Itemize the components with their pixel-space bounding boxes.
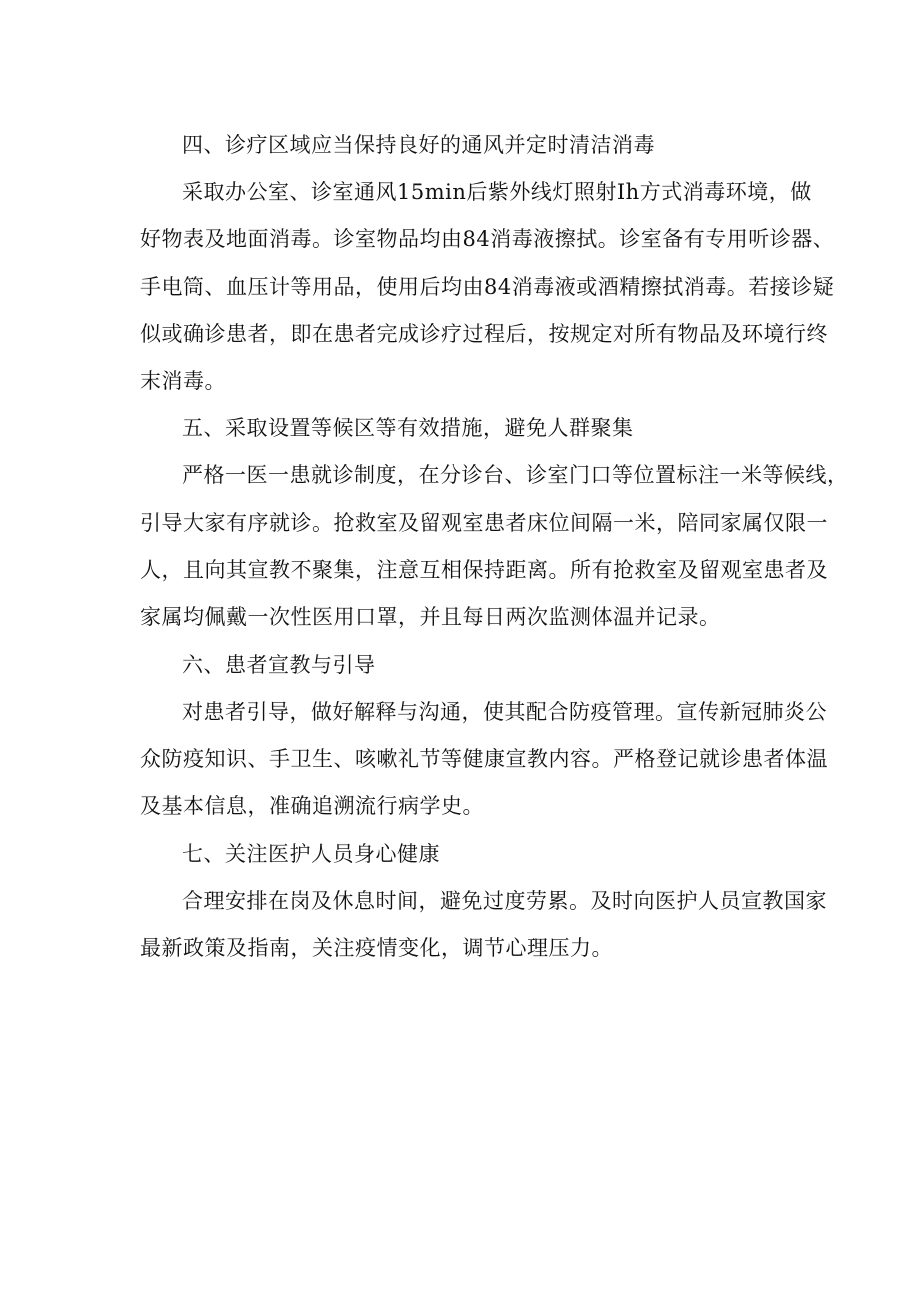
section-4 [140,122,835,405]
paragraph-line: 及基本信息，准确追溯流行病学史。 [140,794,484,819]
section-7 [140,831,827,973]
paragraph-line: 合理安排在岗及休息时间，避免过度劳累。及时向医护人员宣教国家 [182,888,827,913]
section-heading: 七、关注医护人员身心健康 [182,841,440,866]
section-paragraph [140,878,827,973]
paragraph-line: 最新政策及指南，关注疫情变化，调节心理压力。 [140,935,613,960]
document-body [140,122,849,972]
section-heading: 四、诊疗区域应当保持良好的通风并定时清洁消毒 [182,133,655,157]
section-paragraph [140,169,835,405]
paragraph-line: 采取办公室、诊室通风15min后紫外线灯照射Ih方式消毒环境，做 [182,180,812,204]
section-paragraph [140,689,828,831]
paragraph-line: 末消毒。 [140,369,226,394]
paragraph-line: 对患者引导，做好解释与沟通，使其配合防疫管理。宣传新冠肺炎公 [182,699,827,724]
paragraph-line: 引导大家有序就诊。抢救室及留观室患者床位间隔一米，陪同家属仅限一 [140,510,828,535]
paragraph-line: 众防疫知识、手卫生、咳嗽礼节等健康宣教内容。严格登记就诊患者体温 [140,746,828,771]
paragraph-line: 好物表及地面消毒。诊室物品均由84消毒液擦拭。诊室备有专用听诊器、 [140,227,835,252]
section-paragraph [140,452,849,641]
paragraph-line: 似或确诊患者，即在患者完成诊疗过程后，按规定对所有物品及环境行终 [140,321,828,346]
paragraph-line: 手电筒、血压计等用品，使用后均由84消毒液或酒精擦拭消毒。若接诊疑 [140,274,835,299]
section-heading: 六、患者宣教与引导 [182,652,376,677]
section-5 [140,405,849,641]
paragraph-line: 家属均佩戴一次性医用口罩，并且每日两次监测体温并记录。 [140,605,721,630]
section-heading: 五、采取设置等候区等有效措施，避免人群聚集 [182,416,634,441]
paragraph-line: 严格一医一患就诊制度，在分诊台、诊室门口等位置标注一米等候线， [182,463,849,488]
paragraph-line: 人，且向其宣教不聚集，注意互相保持距离。所有抢救室及留观室患者及 [140,558,828,583]
section-6 [140,642,828,831]
